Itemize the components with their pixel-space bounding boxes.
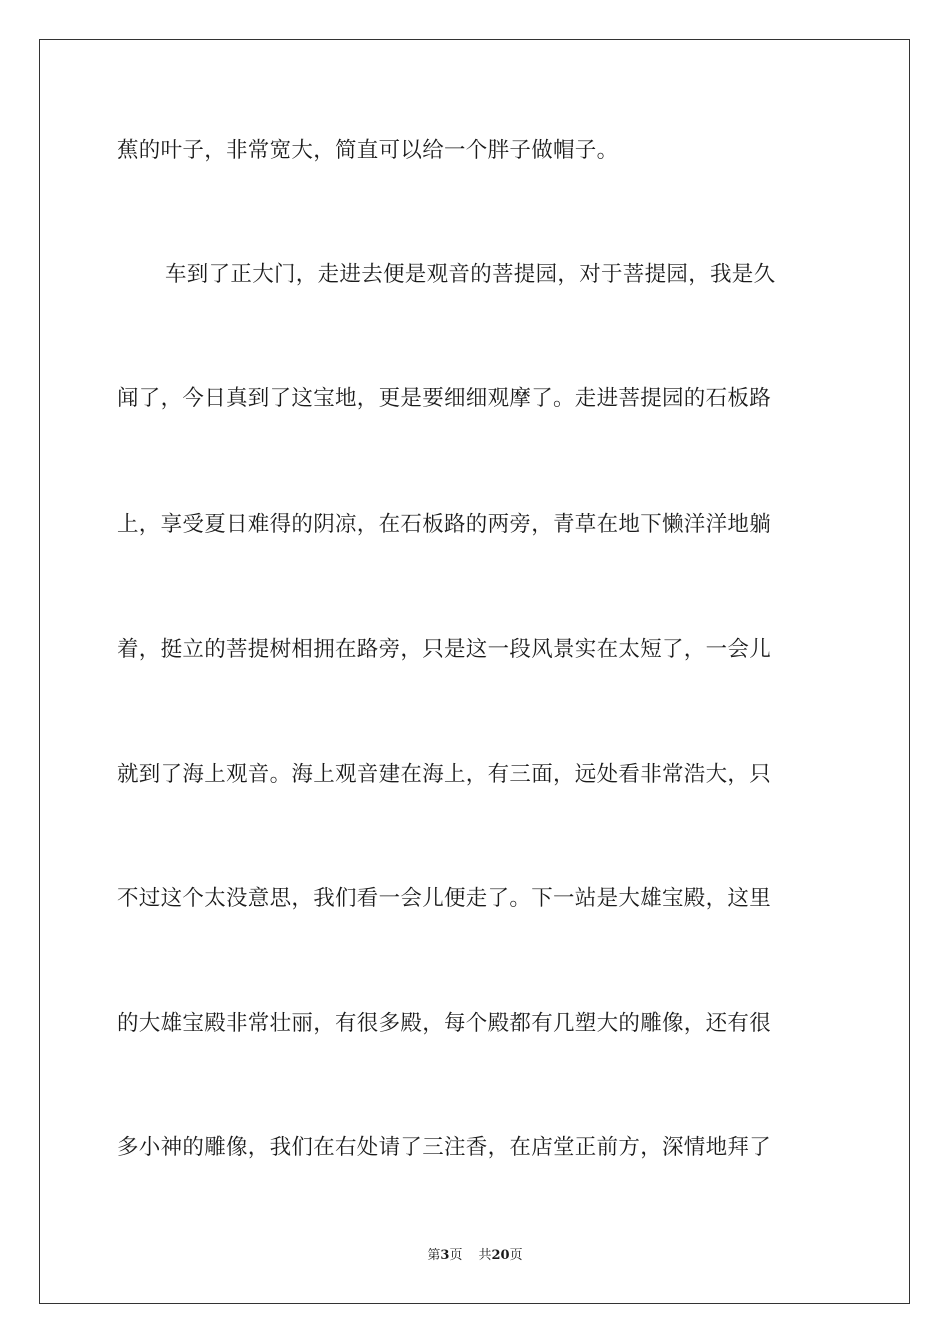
footer-page-prefix: 第 bbox=[427, 1248, 441, 1263]
footer-total-number: 20 bbox=[491, 1248, 510, 1263]
footer-page-number: 3 bbox=[440, 1248, 450, 1263]
body-line-1: 蕉的叶子，非常宽大，简直可以给一个胖子做帽子。 bbox=[117, 138, 619, 163]
footer-total-prefix: 共 bbox=[478, 1248, 492, 1263]
body-line-6: 就到了海上观音。海上观音建在海上，有三面，远处看非常浩大，只 bbox=[117, 762, 772, 787]
page-border bbox=[39, 39, 910, 1304]
footer-page-suffix: 页 bbox=[449, 1248, 463, 1263]
body-line-3: 闻了，今日真到了这宝地，更是要细细观摩了。走进菩提园的石板路 bbox=[117, 386, 772, 411]
body-line-2: 车到了正大门，走进去便是观音的菩提园，对于菩提园，我是久 bbox=[165, 262, 776, 287]
page-footer bbox=[0, 1247, 950, 1265]
body-line-4: 上，享受夏日难得的阴凉，在石板路的两旁，青草在地下懒洋洋地躺 bbox=[117, 512, 772, 537]
body-line-8: 的大雄宝殿非常壮丽，有很多殿，每个殿都有几塑大的雕像，还有很 bbox=[117, 1011, 772, 1036]
body-line-5: 着，挺立的菩提树相拥在路旁，只是这一段风景实在太短了，一会儿 bbox=[117, 637, 772, 662]
body-line-9: 多小神的雕像，我们在右处请了三注香，在店堂正前方，深情地拜了 bbox=[117, 1135, 772, 1160]
body-line-7: 不过这个太没意思，我们看一会儿便走了。下一站是大雄宝殿，这里 bbox=[117, 886, 772, 911]
footer-total-suffix: 页 bbox=[509, 1248, 523, 1263]
